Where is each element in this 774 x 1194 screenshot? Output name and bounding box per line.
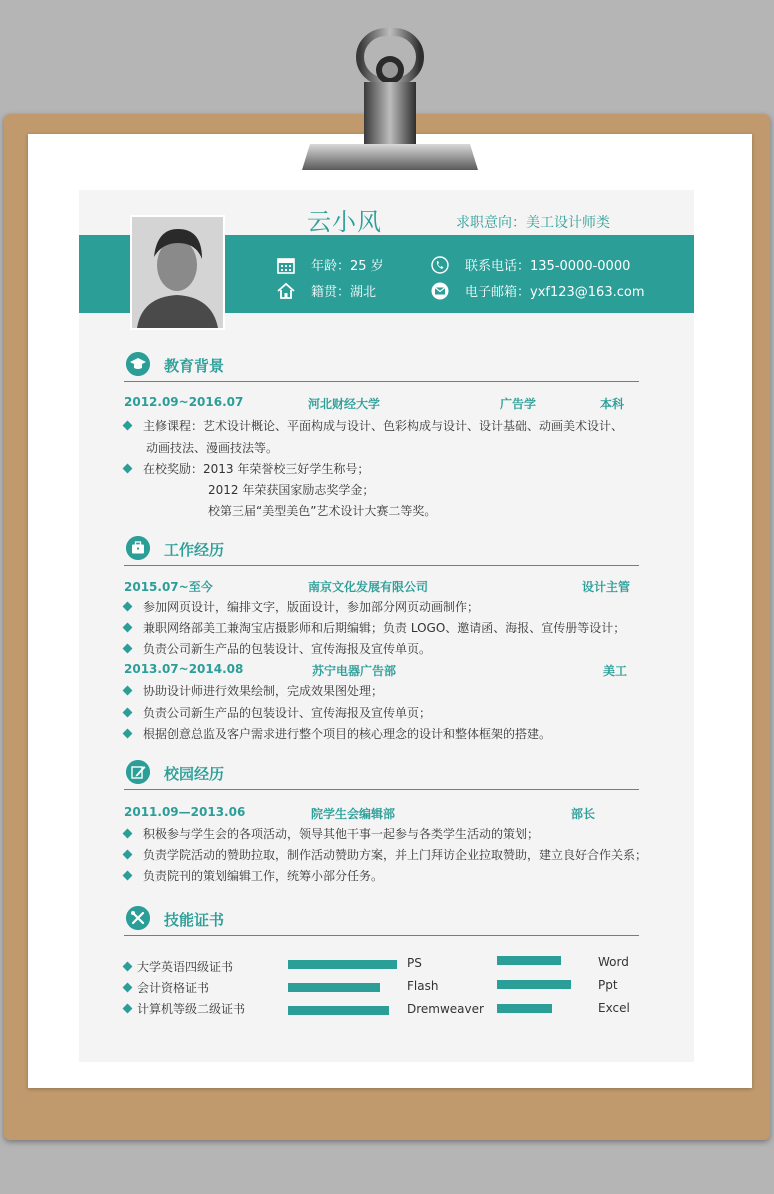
resume [79, 190, 694, 1062]
list-item: 协助设计师进行效果绘制，完成效果图处理； [124, 682, 383, 699]
briefcase-icon [126, 536, 150, 560]
campus-section-header [124, 760, 639, 790]
education-title: 教育背景 [164, 357, 225, 375]
job-position: 美工 [603, 664, 628, 678]
education-school: 河北财经大学 [308, 397, 381, 411]
job-period: 2013.07~2014.08 [124, 662, 244, 676]
work-title: 工作经历 [164, 541, 225, 559]
work-section-header [124, 536, 639, 566]
hometown-info [277, 281, 376, 300]
cert-item: 大学英语四级证书 [124, 958, 233, 975]
mail-icon [431, 282, 449, 300]
skill-bar-flash [288, 983, 380, 992]
list-item: 根据创意总监及客户需求进行整个项目的核心理念的设计和整体框架的搭建。 [124, 725, 551, 742]
campus-period: 2011.09—2013.06 [124, 805, 246, 819]
phone-text: 联系电话：135-0000-0000 [465, 259, 631, 274]
list-item: 负责公司新生产品的包装设计、宣传海报及宣传单页； [124, 704, 431, 721]
campus-org: 院学生会编辑部 [311, 807, 396, 821]
candidate-name: 云小风 [307, 208, 382, 236]
list-item: 在校奖励：2013 年荣誉校三好学生称号； [124, 460, 369, 477]
home-icon [277, 282, 295, 300]
list-item: 负责学院活动的赞助拉取，制作活动赞助方案，并上门拜访企业拉取赞助，建立良好合作关系； [124, 846, 647, 863]
list-item: 动画技法、漫画技法等。 [146, 441, 279, 455]
skill-bar-ppt [497, 980, 571, 989]
skill-label-dremweaver: Dremweaver [407, 1002, 484, 1016]
list-item: 积极参与学生会的各项活动，领导其他干事一起参与各类学生活动的策划； [124, 825, 539, 842]
profile-photo [130, 215, 225, 330]
edit-icon [126, 760, 150, 784]
list-item: 兼职网络部美工兼淘宝店摄影师和后期编辑；负责 LOGO、邀请函、海报、宣传册等设计； [124, 619, 625, 636]
hometown-text: 籍贯：湖北 [311, 285, 377, 300]
education-degree: 本科 [600, 397, 625, 411]
cert-item: 会计资格证书 [124, 979, 209, 996]
tools-icon [126, 906, 150, 930]
phone-info [431, 255, 630, 274]
skills-section-header [124, 906, 639, 936]
skill-bar-excel [497, 1004, 552, 1013]
skill-label-excel: Excel [598, 1001, 630, 1015]
list-item: 负责公司新生产品的包装设计、宣传海报及宣传单页。 [124, 640, 431, 657]
job-company: 南京文化发展有限公司 [308, 580, 429, 594]
education-period: 2012.09~2016.07 [124, 395, 244, 409]
email-info [431, 281, 645, 300]
age-text: 年龄：25 岁 [311, 259, 384, 274]
list-item: 主修课程：艺术设计概论、平面构成与设计、色彩构成与设计、设计基础、动画美术设计、 [124, 417, 623, 434]
list-item: 参加网页设计，编排文字，版面设计，参加部分网页动画制作； [124, 598, 479, 615]
job-objective: 求职意向：美工设计师类 [456, 215, 610, 231]
list-item: 负责院刊的策划编辑工作，统筹小部分任务。 [124, 867, 383, 884]
skills-title: 技能证书 [164, 911, 225, 929]
skill-label-ppt: Ppt [598, 978, 618, 992]
campus-title: 校园经历 [164, 765, 225, 783]
cert-item: 计算机等级二级证书 [124, 1000, 245, 1017]
graduation-cap-icon [126, 352, 150, 376]
age-info [277, 255, 384, 274]
skill-bar-ps [288, 960, 397, 969]
skill-label-ps: PS [407, 956, 422, 970]
email-text: 电子邮箱：yxf123@163.com [465, 285, 645, 300]
skill-bar-dremweaver [288, 1006, 389, 1015]
campus-role: 部长 [571, 807, 596, 821]
education-major: 广告学 [500, 397, 537, 411]
binder-clip-icon [300, 26, 480, 176]
calendar-icon [277, 256, 295, 274]
job-position: 设计主管 [582, 580, 631, 594]
list-item: 校第三届“美型美色”艺术设计大赛二等奖。 [208, 504, 437, 518]
education-section-header [124, 352, 639, 382]
skill-label-flash: Flash [407, 979, 439, 993]
phone-icon [431, 256, 449, 274]
list-item: 2012 年荣获国家励志奖学金； [208, 483, 375, 497]
skill-bar-word [497, 956, 561, 965]
job-company: 苏宁电器广告部 [312, 664, 397, 678]
skill-label-word: Word [598, 955, 629, 969]
job-period: 2015.07~至今 [124, 580, 213, 594]
